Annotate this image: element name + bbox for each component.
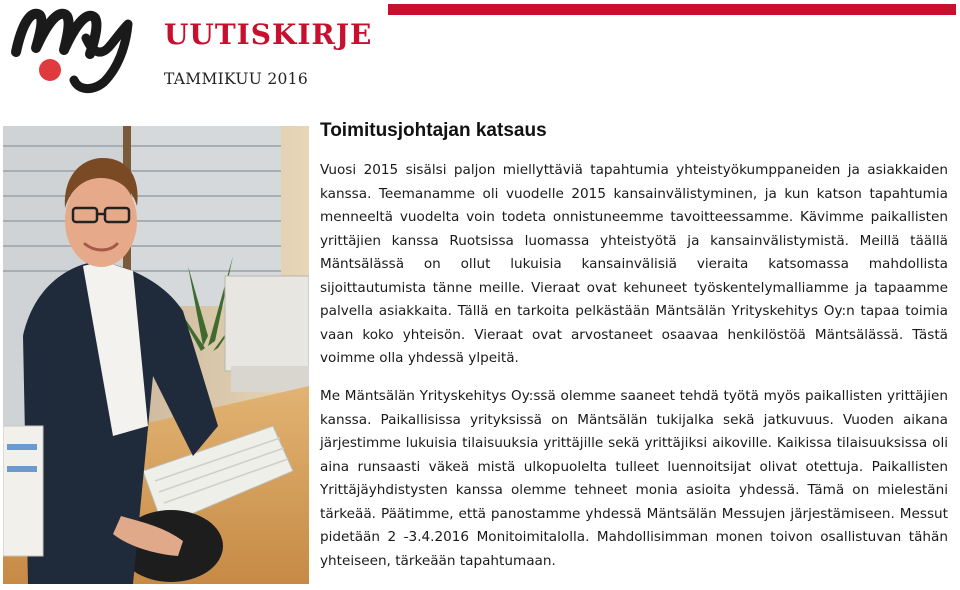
article-paragraph-2: Me Mäntsälän Yrityskehitys Oy:ssä olemme saaneet tehdä työtä myös paikallisten yrittäjien kanssa. Paikallisissa yrityksissä on Mäntsälän tukijalka sekä jatkuvuus. Vuoden aikana järjestimme lukuisia tilaisuuksia yrittäjille sekä yrittäjiksi aikoville. Kaikissa tilaisuuksissa oli aina runsaasti väkeä mistä ulkopuolelta tulleet luennoitsijat olivat otettuja. Paikallisten Yrittäjäyhdistysten kanssa olemme tehneet monia asioita yhdessä. Tämä on mielestäni tärkeää. Päätimme, että panostamme yhdessä Mäntsälän Messujen järjestämiseen. Messut pidetään 2 -3.4.2016 Monitoimitalolla. Mahdollisimman monen toivon osallistuvan tähän yhteiseen, tärkeään tapahtumaan. [320,388,948,569]
newsletter-title: UUTISKIRJE [164,18,373,51]
portrait-photo [3,126,309,584]
header-accent-bar [388,4,956,15]
article-paragraph-1: Vuosi 2015 sisälsi paljon miellyttäviä tapahtumia yhteistyökumppaneiden ja asiakkaiden kanssa. Teemanamme oli vuodelle 2015 kansainvälistyminen, ja kun katson tapahtumia menneeltä vuodelta voin todeta onnistuneemme tavoitteessamme. Kävimme paikallisten yrittäjien kanssa Ruotsissa luomassa yhteistyötä ja kansainvälistymistä. Meillä täällä Mäntsälässä on ollut lukuisia kansainvälisiä vieraita katsomassa mahdollista sijoittautumista tänne meille. Vieraat ovat kehuneet työskentelymalliamme ja tapaamme palvella asiakkaita. Tällä en tarkoita pelkästään Mäntsälän Yrityskehitys Oy:n tapaa toimia vaan koko yhteisön. Vieraat ovat arvostaneet osaavaa henkilöstöä Mäntsälässä. Tästä voimme olla yhdessä ylpeitä. [320,162,948,366]
my-logo-icon [8,2,138,94]
issue-date: TAMMIKUU 2016 [164,70,308,88]
article-headline: Toimitusjohtajan katsaus [320,120,547,141]
